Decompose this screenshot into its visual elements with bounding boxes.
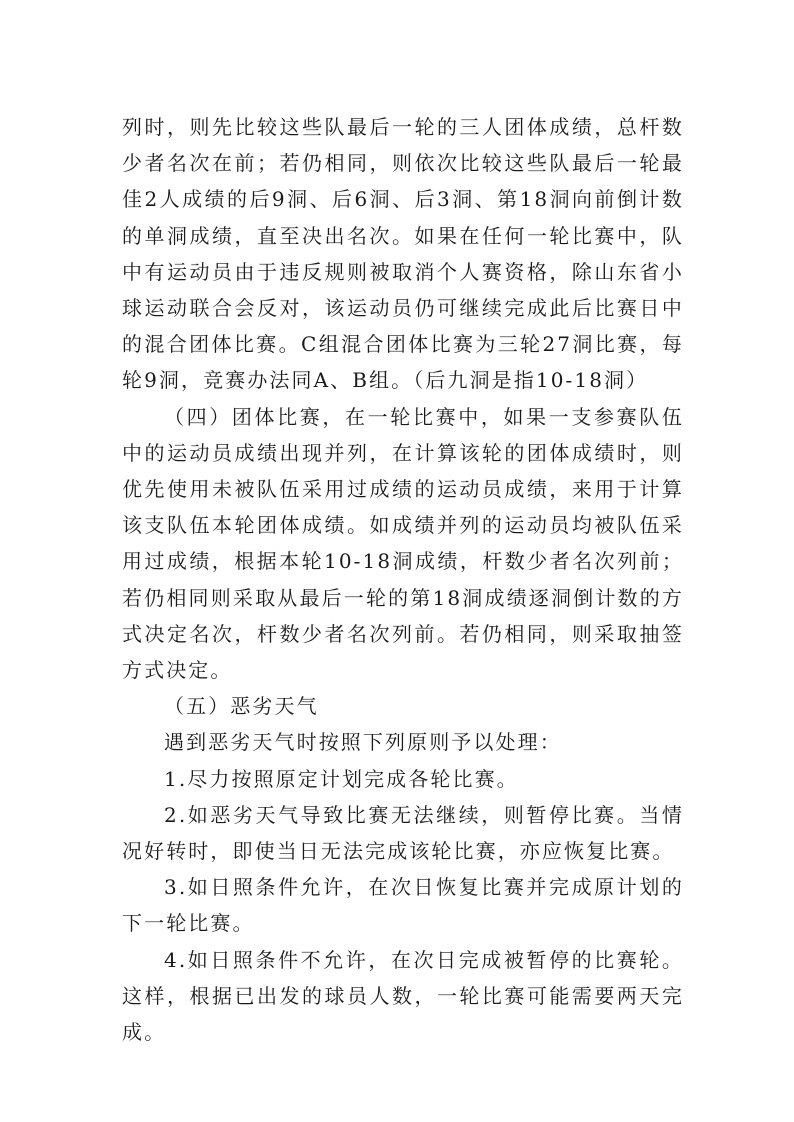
list-item-3: 3.如日照条件允许，在次日恢复比赛并完成原计划的下一轮比赛。 xyxy=(122,875,684,936)
list-item-4: 4.如日照条件不允许，在次日完成被暂停的比赛轮。这样，根据已出发的球员人数，一轮比赛可能需要两天完成。 xyxy=(122,947,684,1045)
list-item-2: 2.如恶劣天气导致比赛无法继续，则暂停比赛。当情况好转时，即使当日无法完成该轮比赛，亦应恢复比赛。 xyxy=(122,802,684,864)
paragraph-tiebreak-continuation: 列时，则先比较这些队最后一轮的三人团体成绩，总杆数少者名次在前；若仍相同，则依次比较这些队最后一轮最佳2人成绩的后9洞、后6洞、后3洞、第18洞向前倒计数的单洞成绩，直至决出名次。如果在任何一轮比赛中，队中有运动员由于违反规则被取消个人赛资格，除山东省小球运动联合会反对，该运动员仍可继续完成此后比赛日中的混合团体比赛。C组混合团体比赛为三轮27洞比赛，每轮9洞，竞赛办法同A、B组。（后九洞是指10-18洞） xyxy=(122,115,684,393)
list-item-1: 1.尽力按照原定计划完成各轮比赛。 xyxy=(164,766,519,791)
document-body xyxy=(122,109,684,1050)
section-heading-bad-weather: （五）恶劣天气 xyxy=(164,694,319,719)
paragraph-weather-principles: 遇到恶劣天气时按照下列原则予以处理： xyxy=(164,730,562,755)
paragraph-team-competition: （四）团体比赛，在一轮比赛中，如果一支参赛队伍中的运动员成绩出现并列，在计算该轮的团体成绩时，则优先使用未被队伍采用过成绩的运动员成绩，来用于计算该支队伍本轮团体成绩。如成绩并列的运动员均被队伍采用过成绩，根据本轮10-18洞成绩，杆数少者名次列前；若仍相同则采取从最后一轮的第18洞成绩逐洞倒计数的方式决定名次，杆数少者名次列前。若仍相同，则采取抽签方式决定。 xyxy=(122,404,684,683)
